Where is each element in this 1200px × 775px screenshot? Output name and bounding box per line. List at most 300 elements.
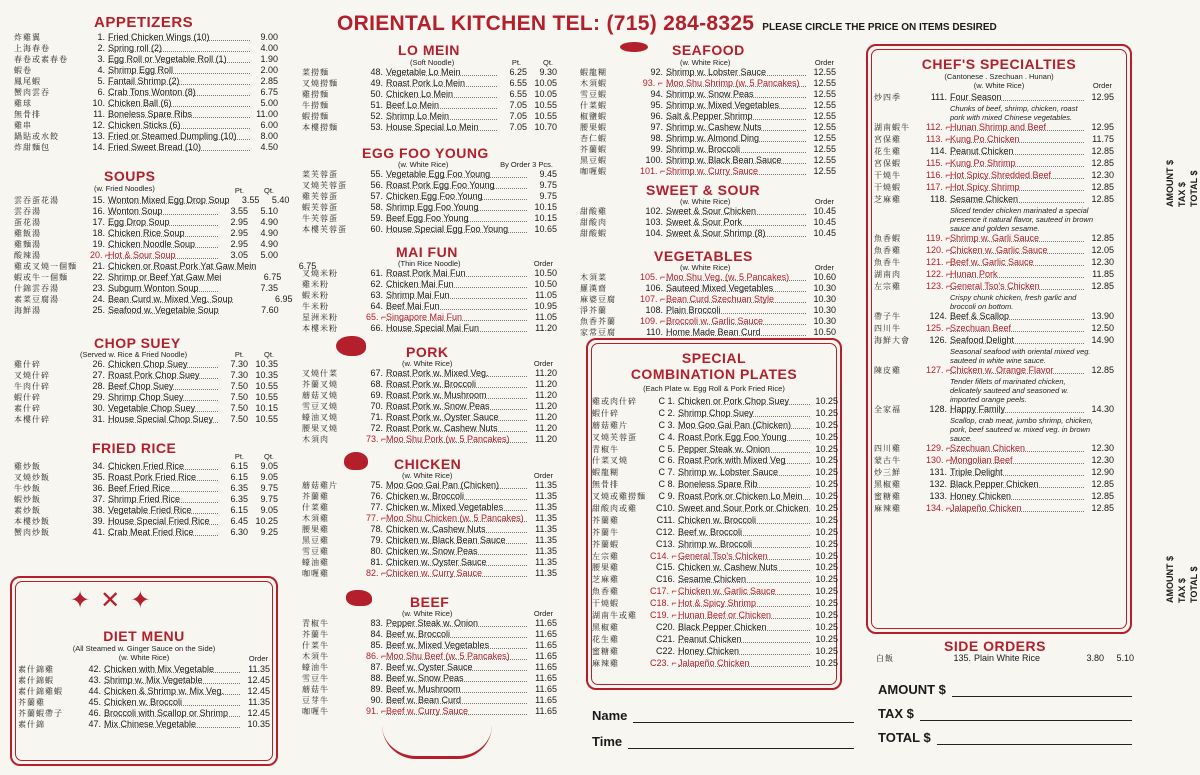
menu-item-row (592, 396, 838, 408)
egg-foo-young-list (302, 169, 557, 235)
item-number: 43. (88, 675, 101, 685)
item-number: C 5. (658, 443, 675, 454)
menu-item-row (302, 412, 557, 423)
menu-item-row (874, 269, 1114, 281)
item-number: 24. (92, 294, 105, 304)
item-name: Roast Pork Lo Mein (386, 78, 497, 87)
item-chinese-name: 四川牛 (874, 324, 901, 333)
menu-item-row (14, 239, 278, 250)
chefs-col-header (874, 81, 1114, 90)
hot-pepper-icon: ⌐ (942, 122, 951, 132)
menu-item-row (14, 142, 278, 153)
item-chinese-name: 魚香芥蘭 (580, 317, 616, 326)
chefs-subtitle-1: (Cantonese . Szechuan . Hunan) (944, 72, 1054, 81)
item-number: 91. ⌐ (366, 706, 387, 716)
appetizers-title: APPETIZERS (94, 14, 194, 31)
item-price: 12.85 (1091, 146, 1114, 156)
item-price-quart: 5.10 (260, 206, 278, 216)
amount-line[interactable] (952, 684, 1132, 697)
item-name: Chicken Lo Mein (386, 89, 497, 98)
item-name: Bean Curd w. Mixed Veg. Soup (108, 294, 233, 304)
item-name: Kung Po Chicken (950, 134, 1084, 143)
item-chinese-name: 雞炒飯 (14, 462, 41, 471)
item-number: 128. (929, 404, 947, 414)
item-name: Chicken Sticks (6) (108, 120, 250, 129)
seafood-col-header (580, 58, 836, 67)
item-name: Moo Shu Chicken (w. 5 Pancakes) (386, 513, 527, 522)
egg-foo-young-note: By Order 3 Pcs. (500, 160, 553, 169)
item-name: Hot & Spicy Shrimp (678, 598, 810, 607)
item-number: 6. (97, 87, 105, 97)
item-chinese-name: 素什錦蝦 (18, 676, 54, 685)
item-price: 11.65 (535, 706, 557, 716)
item-chinese-name: 魚香牛 (874, 258, 901, 267)
chefs-subtitle-2: (w. White Rice) (973, 81, 1025, 90)
item-name: Shrimp w. Mixed Vegetables (666, 100, 806, 109)
item-description: Sliced tender chicken marinated a special presence it natural flavor, sauteed in brown sauce and golden sesame. (950, 206, 1094, 233)
name-field[interactable] (592, 708, 854, 723)
item-chinese-name: 叉燒米粉 (302, 269, 338, 278)
item-price: 11.20 (535, 323, 557, 333)
item-number: 95. (650, 100, 663, 110)
item-number: 22. (92, 272, 105, 282)
item-chinese-name: 素炒飯 (14, 506, 41, 515)
item-number: C15. (655, 562, 675, 573)
item-number: C 7. (658, 467, 675, 478)
item-name: Chicken w. Broccoli (104, 697, 240, 706)
item-chinese-name: 雞飯湯 (14, 229, 41, 238)
item-number: 21. (92, 261, 105, 271)
item-name: Roast Pork or Chicken Lo Mein (678, 491, 810, 500)
item-number: 107. ⌐ (640, 294, 666, 304)
item-name: Shrimp w. Snow Peas (666, 89, 806, 98)
item-name: Roast Pork Egg Foo Young (678, 432, 810, 441)
item-number: C23. ⌐ (650, 657, 677, 668)
menu-item-row (14, 98, 278, 109)
item-chinese-name: 宮保雞 (874, 135, 901, 144)
combos-subtitle: (Each Plate w. Egg Roll & Pork Fried Rice) (643, 384, 785, 393)
chop-suey-col-pt: Pt. (234, 350, 244, 359)
item-chinese-name: 牛米粉 (302, 302, 329, 311)
item-price: 10.25 (815, 562, 838, 573)
item-number: 17. (92, 217, 105, 227)
item-number: C17. ⌐ (650, 586, 677, 597)
fried-rice-col-headers (14, 452, 278, 461)
item-name: Salt & Pepper Shrimp (666, 111, 806, 120)
item-chinese-name: 陳皮雞 (874, 366, 901, 375)
item-name: Spring roll (2) (108, 43, 250, 52)
item-chinese-name: 蝦炒飯 (14, 495, 41, 504)
menu-item-row (302, 100, 557, 111)
item-price: 11.20 (535, 390, 557, 400)
menu-item-row (874, 443, 1114, 455)
item-chinese-name: 芥蘭牛 (302, 630, 329, 639)
menu-item-row (302, 401, 557, 412)
item-price: 10.25 (815, 491, 838, 502)
sweet-sour-list (580, 206, 836, 239)
item-price: 11.65 (535, 629, 557, 639)
item-name: Beef Chop Suey (108, 381, 218, 390)
fried-rice-col-pt: Pt. (234, 452, 244, 461)
item-price: 10.25 (815, 598, 838, 609)
item-number: 97. (650, 122, 663, 132)
item-price-quart: 10.55 (255, 381, 278, 391)
item-price: 12.85 (1091, 479, 1114, 489)
menu-item-row (302, 111, 557, 122)
item-price-quart: 10.05 (534, 78, 557, 88)
item-number: 49. (370, 78, 383, 88)
chop-suey-subtitle: (Served w. Rice & Fried Noodle) (80, 350, 188, 359)
item-number: 84. (370, 629, 383, 639)
item-chinese-name: 干燒蝦 (874, 183, 901, 192)
side-order-name: Plain White Rice (974, 653, 1041, 663)
menu-item-row (302, 524, 557, 535)
item-name: Chicken Fried Rice (108, 461, 218, 470)
menu-item-row (302, 662, 557, 673)
item-name: Moo Shu Pork (w. 5 Pancakes) (386, 434, 527, 443)
item-price: 12.30 (1091, 257, 1114, 267)
item-price-pint: 6.35 (230, 494, 248, 504)
menu-item-row (302, 268, 557, 279)
item-number: 100. (645, 155, 663, 165)
menu-item-row (592, 658, 838, 670)
item-price-quart: 7.60 (261, 305, 279, 315)
menu-item-row (592, 408, 838, 420)
item-price: 12.55 (813, 67, 836, 77)
item-number: 86. ⌐ (366, 651, 387, 661)
lo-mein-title: LO MEIN (398, 42, 460, 58)
item-number: 15. (92, 195, 105, 205)
hot-pepper-icon: ⌐ (378, 513, 387, 523)
item-number: 51. (370, 100, 383, 110)
item-chinese-name: 雪豆蝦 (580, 90, 607, 99)
soups-title: SOUPS (104, 168, 156, 184)
item-number: C14. ⌐ (650, 550, 677, 561)
item-chinese-name: 蟹肉雲吞 (14, 88, 50, 97)
item-name: Fried Chicken Wings (10) (108, 32, 250, 41)
pig-icon (336, 336, 366, 356)
item-name: Chicken Chop Suey (108, 359, 218, 368)
item-price-quart: 5.40 (271, 195, 290, 205)
menu-item-row (14, 461, 278, 472)
item-price: 10.25 (815, 621, 838, 632)
item-number: 87. (370, 662, 383, 672)
menu-item-row (592, 503, 838, 515)
item-number: C18. ⌐ (650, 598, 677, 609)
item-number: 122. ⌐ (926, 269, 952, 279)
item-number: 73. ⌐ (366, 434, 387, 444)
menu-item-row (302, 180, 557, 191)
item-price: 12.55 (813, 122, 836, 132)
item-name: Beef w. Bean Curd (386, 695, 527, 704)
chefs-title: CHEF'S SPECIALTIES (921, 56, 1077, 72)
item-name: Beef w. Broccoli (678, 527, 810, 536)
item-chinese-name: 星洲米粉 (302, 313, 338, 322)
item-price: 11.65 (535, 673, 557, 683)
menu-item-row (14, 381, 278, 392)
item-chinese-name: 蘑菇雞片 (592, 420, 628, 430)
item-name: Hunan Beef or Chicken (678, 610, 810, 619)
item-chinese-name: 雲吞湯 (14, 207, 41, 216)
item-number: 20. ⌐ (90, 250, 111, 260)
item-chinese-name: 干燒牛 (874, 171, 901, 180)
item-number: C 2. (658, 407, 675, 418)
side-order-zh: 白飯 (876, 654, 894, 663)
menu-item-row (302, 191, 557, 202)
item-number: 68. (370, 379, 383, 389)
item-price-quart: 4.90 (260, 239, 278, 249)
menu-item-row (874, 134, 1114, 146)
item-chinese-name: 蠔油牛 (302, 663, 329, 672)
tax-field[interactable] (878, 706, 1132, 721)
hot-pepper-icon: ⌐ (378, 706, 387, 716)
item-price: 6.75 (260, 87, 278, 97)
total-field[interactable] (878, 730, 1132, 745)
menu-item-row (302, 202, 557, 213)
menu-item-row (14, 109, 278, 120)
item-name: Boneless Spare Ribs (108, 109, 250, 118)
item-name: Seafood w. Vegetable Soup (108, 305, 219, 315)
menu-item-row (302, 706, 557, 717)
item-price: 10.25 (815, 657, 838, 668)
item-number: 41. (92, 527, 105, 537)
lo-mein-col-headers (302, 58, 557, 67)
item-chinese-name: 雞串 (14, 121, 32, 130)
item-price: 12.55 (813, 89, 836, 99)
item-number: 103. (645, 217, 663, 227)
hot-pepper-icon: ⌐ (943, 269, 952, 279)
item-number: C20. (655, 621, 675, 632)
menu-item-row (14, 392, 278, 403)
item-number: 99. (650, 144, 663, 154)
egg-foo-young-note-row (302, 160, 557, 169)
item-chinese-name: 腰果雞 (302, 525, 329, 534)
item-price-pint: 6.15 (230, 461, 248, 471)
item-chinese-name: 炸甜麵包 (14, 143, 50, 152)
item-name: Beef w. Mixed Vegetables (386, 640, 527, 649)
lo-mein-col-pt: Pt. (511, 58, 521, 67)
time-field[interactable] (592, 734, 854, 749)
item-number: 16. (92, 206, 105, 216)
item-price: 10.25 (815, 586, 838, 597)
item-name: Chicken w. Garlic Sauce (678, 586, 810, 595)
item-price: 11.35 (535, 502, 557, 512)
item-name: Sweet & Sour Shrimp (8) (666, 228, 806, 237)
item-name: Chicken w. Snow Peas (386, 546, 527, 555)
soups-col-qt: Qt. (263, 186, 274, 195)
item-chinese-name: 咖喱蝦 (580, 167, 607, 176)
item-chinese-name: 芥蘭蝦帶子 (18, 709, 63, 718)
item-price: 10.25 (815, 479, 838, 490)
item-price: 10.25 (815, 431, 838, 442)
beef-title: BEEF (410, 594, 450, 610)
menu-item-row (14, 43, 278, 54)
item-price: 13.90 (1091, 311, 1114, 321)
item-chinese-name: 青椒牛 (302, 619, 329, 628)
item-name: Bean Curd Szechuan Style (666, 294, 806, 303)
item-name: Sweet & Sour Chicken (666, 206, 806, 215)
menu-item-row (302, 651, 557, 662)
item-chinese-name: 木須蝦 (580, 79, 607, 88)
item-name: Black Pepper Chicken (950, 479, 1084, 488)
side-tax-lower: TAX $ (1177, 578, 1187, 603)
hot-pepper-icon: ⌐ (942, 158, 951, 168)
item-price: 12.85 (1091, 182, 1114, 192)
item-number: 62. (370, 279, 383, 289)
item-name: Hunan Pork (950, 269, 1084, 278)
item-chinese-name: 什菜雞 (302, 503, 329, 512)
item-price-quart: 10.25 (255, 516, 278, 526)
item-name: Roast Pork Chop Suey (108, 370, 218, 379)
side-order-price-qt: 5.10 (1116, 653, 1134, 663)
item-number: 66. (370, 323, 383, 333)
item-chinese-name: 蝦芙蓉蛋 (302, 203, 338, 212)
menu-item-row (14, 472, 278, 483)
menu-item-row (14, 228, 278, 239)
amount-field[interactable] (878, 682, 1132, 697)
menu-item-row (874, 479, 1114, 491)
item-chinese-name: 芥蘭雞 (592, 515, 619, 525)
item-price-pint: 7.05 (509, 111, 527, 121)
time-label: Time (592, 734, 623, 749)
item-price: 11.20 (535, 412, 557, 422)
item-price: 11.20 (535, 368, 557, 378)
item-number: 79. (370, 535, 383, 545)
item-name: Shrimp Lo Mein (386, 111, 497, 120)
item-number: 34. (92, 461, 105, 471)
item-number: 52. (370, 111, 383, 121)
side-amount-lower: AMOUNT $ (1165, 556, 1175, 603)
menu-item-row (302, 169, 557, 180)
side-order-price-pt: 3.80 (1086, 653, 1104, 663)
item-chinese-name: 雞球 (14, 99, 32, 108)
item-number: C22. (655, 645, 675, 656)
item-price: 12.85 (1091, 281, 1114, 291)
soups-subtitle: (w. Fried Noodles) (94, 184, 155, 193)
item-chinese-name: 咖喱雞 (302, 569, 329, 578)
item-chinese-name: 叉燒撈麵 (302, 79, 338, 88)
menu-item-row (302, 629, 557, 640)
item-name: Chicken Noodle Soup (108, 239, 218, 248)
item-chinese-name: 蝦米粉 (302, 291, 329, 300)
item-price: 10.30 (813, 305, 836, 315)
menu-item-row (302, 502, 557, 513)
menu-item-row (580, 272, 836, 283)
item-chinese-name: 芥蘭雞 (18, 698, 45, 707)
item-price: 10.25 (815, 574, 838, 585)
item-number: 134. ⌐ (926, 503, 952, 513)
item-price-quart: 4.90 (260, 228, 278, 238)
item-price: 11.20 (535, 423, 557, 433)
item-chinese-name: 甜酸蝦 (580, 229, 607, 238)
item-chinese-name: 蘑菇雞片 (302, 481, 338, 490)
item-name: Chicken Ball (6) (108, 98, 250, 107)
item-price: 4.50 (260, 142, 278, 152)
item-number: 19. (92, 239, 105, 249)
item-price: 10.25 (815, 503, 838, 514)
seafood-subtitle: (w. White Rice) (680, 58, 731, 67)
item-chinese-name: 菜撈麵 (302, 68, 329, 77)
side-amount-upper: AMOUNT $ (1165, 160, 1175, 207)
item-name: Shrimp or Beef Yat Gaw Mei (108, 272, 222, 282)
item-price: 4.00 (260, 43, 278, 53)
item-name: Chicken w. Cashew Nuts (678, 562, 810, 571)
item-number: 112. ⌐ (926, 122, 951, 132)
item-chinese-name: 淨芥蘭 (580, 306, 607, 315)
item-name: Beef w. Broccoli (386, 629, 527, 638)
item-price: 10.95 (534, 301, 557, 311)
item-price-pint: 7.30 (230, 370, 248, 380)
item-price: 11.20 (535, 434, 557, 444)
item-chinese-name: 菜芙蓉蛋 (302, 170, 338, 179)
item-chinese-name: 蛋花湯 (14, 218, 41, 227)
item-price-quart: 6.75 (263, 272, 282, 282)
item-chinese-name: 牛炒飯 (14, 484, 41, 493)
time-line[interactable] (628, 736, 854, 749)
item-number: C 6. (658, 455, 675, 466)
menu-item-row (874, 503, 1114, 515)
menu-item-row (14, 120, 278, 131)
item-number: 14. (92, 142, 105, 152)
item-number: 116. ⌐ (926, 170, 951, 180)
menu-item-row (14, 414, 278, 425)
item-price-quart: 9.25 (260, 527, 278, 537)
item-name: Roast Pork Mai Fun (386, 268, 527, 277)
item-chinese-name: 雪豆叉燒 (302, 402, 338, 411)
item-name: House Special Lo Mein (386, 122, 497, 131)
item-chinese-name: 芝麻雞 (874, 195, 901, 204)
item-chinese-name: 魚香蝦 (874, 234, 901, 243)
item-price: 12.30 (1091, 170, 1114, 180)
item-name: Sauteed Mixed Vegetables (666, 283, 806, 292)
menu-item-row (302, 640, 557, 651)
item-price: 5.00 (260, 98, 278, 108)
menu-item-row (874, 365, 1114, 377)
item-number: 72. (370, 423, 383, 433)
item-name: Beef Mai Fun (386, 301, 527, 310)
item-chinese-name: 左宗雞 (874, 282, 901, 291)
menu-item-row (302, 368, 557, 379)
item-price: 10.25 (815, 407, 838, 418)
item-chinese-name: 甜酸肉 (580, 218, 607, 227)
item-chinese-name: 麻婆豆腐 (580, 295, 616, 304)
item-price: 9.45 (539, 169, 557, 179)
total-line[interactable] (937, 732, 1132, 745)
hot-pepper-icon: ⌐ (378, 434, 387, 444)
item-chinese-name: 素什錦雞 (18, 665, 54, 674)
item-name: Wonton Mixed Egg Drop Soup (108, 195, 230, 205)
item-price: 12.45 (247, 708, 270, 718)
tax-line[interactable] (920, 708, 1132, 721)
item-number: 119. ⌐ (926, 233, 951, 243)
hot-pepper-icon: ⌐ (657, 166, 666, 176)
hot-pepper-icon: ⌐ (657, 316, 666, 326)
item-number: 5. (97, 76, 105, 86)
item-name: Moo Shu Shrimp (w. 5 Pancakes) (666, 78, 806, 87)
diet-menu-col-header (18, 654, 270, 663)
menu-item-row (302, 67, 557, 78)
item-number: C11. (656, 514, 675, 525)
item-price: 11.00 (256, 109, 278, 119)
item-name: Hot Spicy Shrimp (950, 182, 1084, 191)
item-chinese-name: 什菜蝦 (580, 101, 607, 110)
name-line[interactable] (633, 710, 854, 723)
item-name: Chicken w. Black Bean Sauce (386, 535, 527, 544)
item-name: Chicken w. Broccoli (678, 515, 810, 524)
item-chinese-name: 腰果雞 (592, 563, 619, 573)
item-price: 10.25 (815, 419, 838, 430)
item-chinese-name: 芥蘭蝦 (592, 539, 619, 549)
